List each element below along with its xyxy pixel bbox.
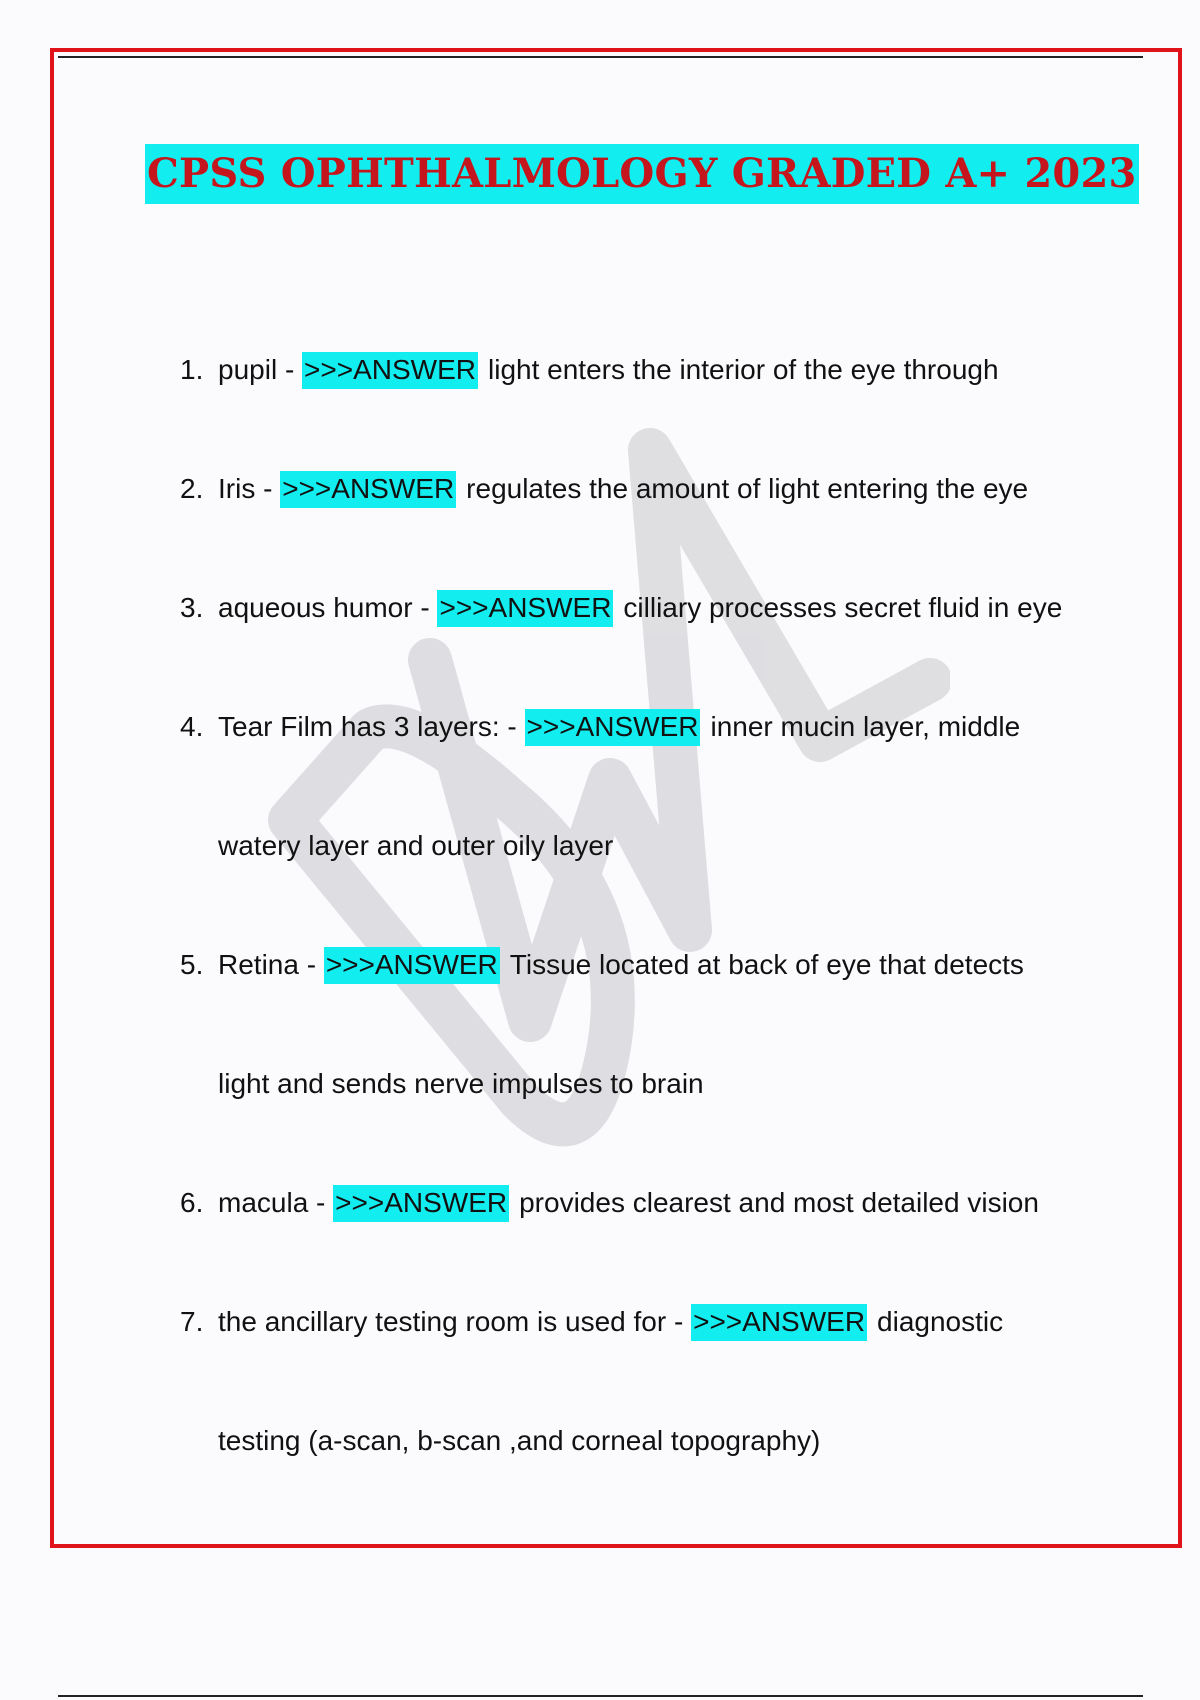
item-number: 3.	[180, 592, 204, 623]
item-number: 5.	[180, 949, 204, 980]
item-number: 1.	[180, 354, 204, 385]
item-line	[218, 1262, 1100, 1381]
item-term: Iris -	[218, 473, 273, 504]
answer-tag: >>>ANSWER	[280, 471, 456, 508]
item-answer-continued: testing (a-scan, b-scan ,and corneal topography)	[218, 1425, 821, 1456]
item-answer: inner mucin layer, middle	[710, 711, 1021, 742]
answer-tag: >>>ANSWER	[333, 1185, 509, 1222]
item-number: 4.	[180, 711, 204, 742]
answer-tag: >>>ANSWER	[302, 352, 478, 389]
bottom-rule	[58, 1695, 1143, 1697]
item-answer-continued: watery layer and outer oily layer	[218, 830, 614, 861]
item-line	[218, 1143, 1100, 1262]
list-item	[180, 429, 1100, 548]
answer-tag: >>>ANSWER	[525, 709, 701, 746]
list-item	[180, 1143, 1100, 1262]
item-answer: cilliary processes secret fluid in eye	[623, 592, 1063, 623]
qa-list	[180, 310, 1100, 1500]
item-term: pupil -	[218, 354, 295, 385]
item-term: Retina -	[218, 949, 317, 980]
list-item	[180, 1262, 1100, 1500]
answer-tag: >>>ANSWER	[691, 1304, 867, 1341]
item-number: 7.	[180, 1306, 204, 1337]
item-number: 6.	[180, 1187, 204, 1218]
list-item	[180, 548, 1100, 667]
list-item	[180, 310, 1100, 429]
item-line	[218, 667, 1100, 786]
item-term: aqueous humor -	[218, 592, 430, 623]
item-answer: light enters the interior of the eye through	[488, 354, 999, 385]
list-item	[180, 667, 1100, 905]
item-answer: regulates the amount of light entering the eye	[466, 473, 1029, 504]
item-term: the ancillary testing room is used for -	[218, 1306, 684, 1337]
item-line	[218, 429, 1100, 548]
item-term: macula -	[218, 1187, 326, 1218]
answer-tag: >>>ANSWER	[324, 947, 500, 984]
item-answer: provides clearest and most detailed vision	[519, 1187, 1039, 1218]
item-term: Tear Film has 3 layers: -	[218, 711, 517, 742]
item-answer: Tissue located at back of eye that detects	[509, 949, 1024, 980]
item-line	[218, 310, 1100, 429]
item-number: 2.	[180, 473, 204, 504]
answer-tag: >>>ANSWER	[437, 590, 613, 627]
item-answer-continued: light and sends nerve impulses to brain	[218, 1068, 704, 1099]
item-line	[218, 548, 1100, 667]
list-item	[180, 905, 1100, 1143]
document-title: CPSS OPHTHALMOLOGY GRADED A+ 2023	[145, 144, 1139, 204]
item-line	[218, 905, 1100, 1024]
item-answer: diagnostic	[877, 1306, 1004, 1337]
